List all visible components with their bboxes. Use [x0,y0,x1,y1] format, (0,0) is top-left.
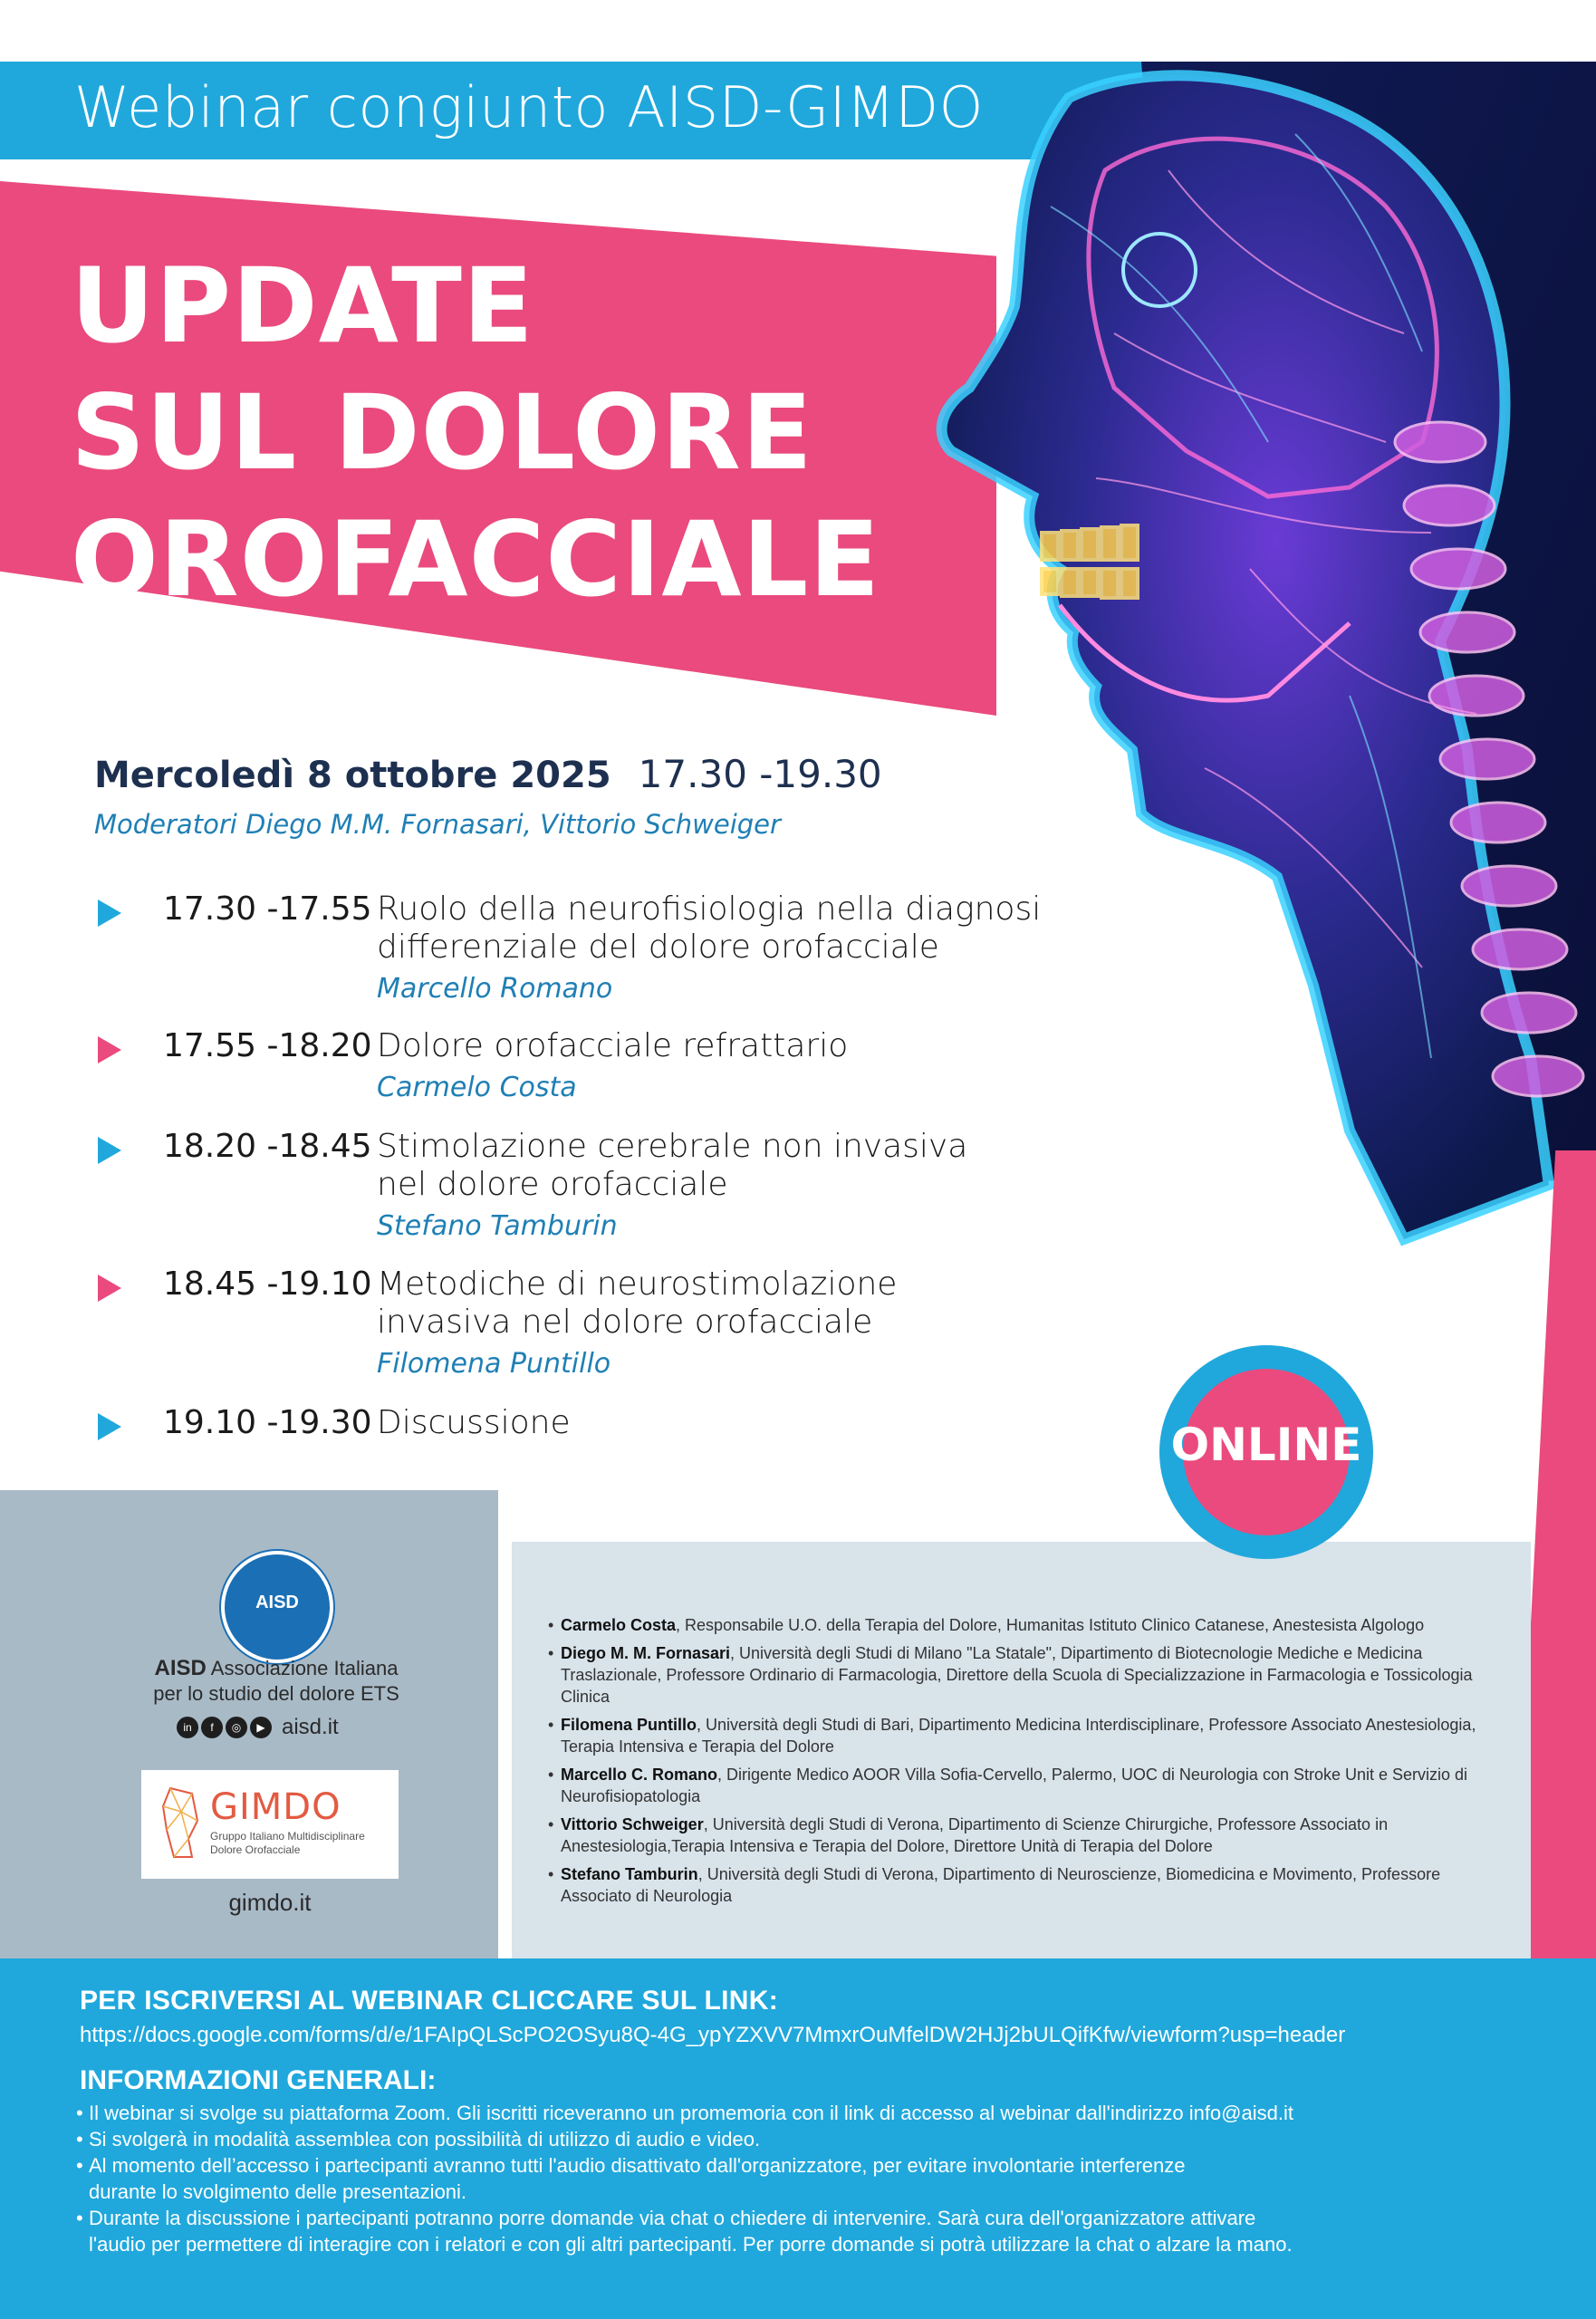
signup-heading: PER ISCRIVERSI AL WEBINAR CLICCARE SUL LINK: [80,1986,779,2016]
program-title: Ruolo della neurofisiologia nella diagnosi [377,890,1042,928]
program-speaker: Stefano Tamburin [377,1210,618,1242]
online-badge-label: ONLINE [1170,1419,1362,1471]
xray-head-illustration [842,62,1596,1511]
program-title: Dolore orofacciale refrattario [377,1027,849,1064]
bio-name: Carmelo Costa [561,1616,677,1634]
bio-item [548,1764,1508,1807]
aisd-logo [221,1551,333,1663]
aisd-url-link[interactable]: aisd.it [282,1715,339,1739]
social-links [177,1715,339,1740]
bio-name: Stefano Tamburin [561,1865,698,1883]
bio-item [548,1642,1508,1708]
gimdo-head-icon [161,1785,201,1861]
program-time: 18.45 -19.10 [163,1265,372,1303]
aisd-name-line1: Associazione Italiana [210,1657,399,1679]
program-time: 19.10 -19.30 [163,1404,372,1441]
moderators: Moderatori Diego M.M. Fornasari, Vittorio Schweiger [94,809,781,840]
gimdo-subtitle-line1: Gruppo Italiano Multidisciplinare [210,1830,365,1843]
bio-item [548,1814,1508,1857]
program-title: nel dolore orofacciale [377,1166,728,1203]
program-time: 18.20 -18.45 [163,1128,372,1165]
bio-text: , Università degli Studi di Bari, Dipartimento Medicina Interdisciplinare, Professore Associato Anestesiologia, Terapia Intensiva e Terapia del Dolore [561,1716,1476,1756]
bio-text: , Università degli Studi di Verona, Dipartimento di Neuroscienze, Biomedicina e Movimento, Professore Associato di Neurologia [561,1865,1441,1905]
info-item: • Durante la discussione i partecipanti potranno porre domande via chat o chiedere di intervenire. Sarà cura dell'organizzatore attivare l'audio per permettere di interagire con i relatori e con gli altri partecipanti. Per porre domande si potrà utilizzare la chat o alzare la mano. [76,2205,1453,2257]
gimdo-wordmark: GIMDO [210,1786,341,1828]
event-date: Mercoledì 8 ottobre 2025 [94,755,611,796]
info-item: • Il webinar si svolge su piattaforma Zoom. Gli iscritti riceveranno un promemoria con il link di accesso al webinar dall'indirizzo info@aisd.it [76,2100,1453,2126]
aisd-name-line2: per lo studio del dolore ETS [153,1682,399,1705]
instagram-icon[interactable]: ◎ [226,1717,247,1738]
title-line-1: UPDATE [71,245,534,366]
bio-name: Filomena Puntillo [561,1716,697,1734]
speaker-bios [548,1614,1508,1913]
facebook-icon[interactable]: f [201,1717,223,1738]
program-title: Discussione [377,1404,571,1441]
bio-item [548,1863,1508,1907]
title-line-3: OROFACCIALE [71,499,881,620]
bio-name: Marcello C. Romano [561,1766,718,1784]
linkedin-icon[interactable]: in [177,1717,198,1738]
event-date-line [94,752,882,796]
webinar-label: Webinar congiunto AISD-GIMDO [74,74,984,140]
aisd-name [86,1656,466,1707]
program-speaker: Filomena Puntillo [377,1348,611,1380]
triangle-bullet-icon [98,1137,121,1164]
youtube-icon[interactable]: ▶ [250,1717,272,1738]
gimdo-url-link[interactable]: gimdo.it [228,1889,312,1916]
event-time: 17.30 -19.30 [638,752,882,796]
aisd-seal-text: AISD [255,1593,299,1612]
bio-name: Diego M. M. Fornasari [561,1644,731,1662]
info-item: • Si svolgerà in modalità assemblea con possibilità di utilizzo di audio e video. [76,2126,1453,2152]
program-title: invasiva nel dolore orofacciale [377,1304,873,1341]
bio-text: , Università degli Studi di Milano "La Statale", Dipartimento di Biotecnologie Mediche e Medicina Traslazionale, Professore Ordinario di Farmacologia, Direttore della Scuola di Specializzazione in Farmacologia e Tossicologia Clinica [561,1644,1473,1706]
triangle-bullet-icon [98,1275,121,1302]
gimdo-logo [141,1770,399,1879]
program-speaker: Marcello Romano [377,973,613,1005]
bio-text: , Università degli Studi di Verona, Dipartimento di Scienze Chirurgiche, Professore Associato in Anestesiologia,Terapia Intensiva e Terapia del Dolore, Direttore Unità di Terapia del Dolore [561,1815,1389,1855]
bio-item [548,1614,1508,1636]
info-list [76,2100,1453,2257]
gimdo-subtitle [210,1830,391,1857]
bio-text: , Responsabile U.O. della Terapia del Dolore, Humanitas Istituto Clinico Catanese, Anestesista Algologo [676,1616,1425,1634]
program-title: Metodiche di neurostimolazione [377,1265,898,1303]
program-time: 17.55 -18.20 [163,1027,372,1064]
title-line-2: SUL DOLORE [71,372,813,493]
bio-name: Vittorio Schweiger [561,1815,704,1833]
bio-text: , Dirigente Medico AOOR Villa Sofia-Cervello, Palermo, UOC di Neurologia con Stroke Unit e Servizio di Neurofisiopatologia [561,1766,1468,1805]
info-item: • Al momento dell’accesso i partecipanti avranno tutti l'audio disattivato dall'organizzatore, per evitare involontarie interferenze durante lo svolgimento delle presentazioni. [76,2152,1453,2205]
program-time: 17.30 -17.55 [163,890,372,928]
gimdo-subtitle-line2: Dolore Orofacciale [210,1843,301,1856]
program-speaker: Carmelo Costa [377,1072,577,1103]
bio-item [548,1714,1508,1757]
triangle-bullet-icon [98,1036,121,1063]
info-heading: INFORMAZIONI GENERALI: [80,2065,437,2095]
triangle-bullet-icon [98,1413,121,1440]
triangle-bullet-icon [98,900,121,927]
main-title [71,243,880,623]
signup-link[interactable]: https://docs.google.com/forms/d/e/1FAIpQLScPO2OSyu8Q-4G_ypYZXVV7MmxrOuMfelDW2HJj2bULQifKfw/viewform?usp=header [80,2023,1346,2047]
program-title: differenziale del dolore orofacciale [377,929,939,966]
aisd-acronym: AISD [154,1656,207,1680]
program-title: Stimolazione cerebrale non invasiva [377,1128,968,1165]
